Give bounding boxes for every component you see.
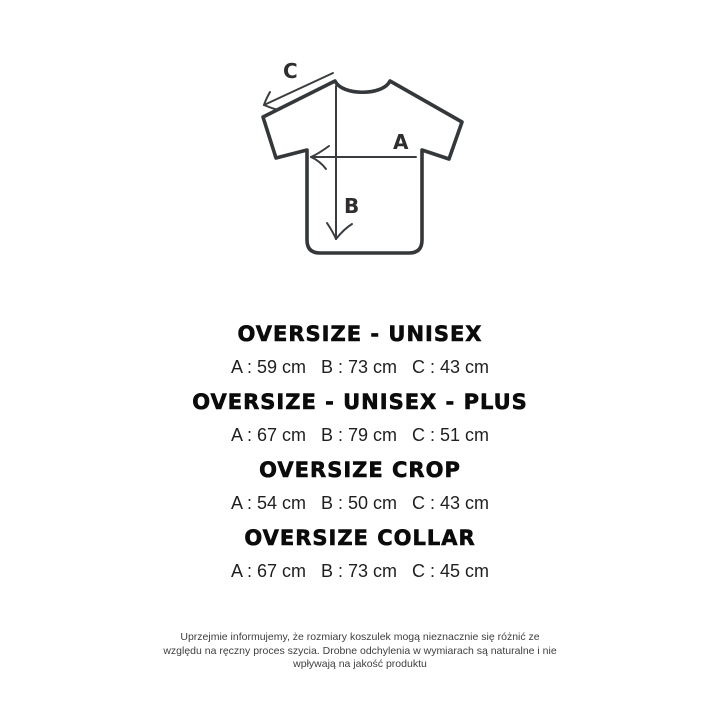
- label-a: A: [393, 130, 409, 154]
- size-section-oversize-unisex-plus: [0, 389, 720, 447]
- size-section-oversize-crop: [0, 457, 720, 515]
- size-name: OVERSIZE COLLAR: [244, 526, 476, 550]
- label-c: C: [283, 60, 298, 83]
- size-name: OVERSIZE CROP: [259, 458, 461, 482]
- label-b: B: [344, 194, 360, 218]
- size-name: OVERSIZE - UNISEX: [237, 322, 483, 346]
- size-name: OVERSIZE - UNISEX - PLUS: [192, 390, 528, 414]
- tshirt-measurement-diagram: [253, 60, 465, 272]
- size-measurements: A : 54 cm B : 50 cm C : 43 cm: [230, 493, 490, 513]
- size-section-oversize-unisex: [0, 321, 720, 379]
- size-list: [0, 321, 720, 593]
- size-measurements: A : 59 cm B : 73 cm C : 43 cm: [230, 357, 490, 377]
- arrow-c: [264, 73, 333, 110]
- size-section-oversize-collar: [0, 525, 720, 583]
- tshirt-outline: [263, 81, 462, 253]
- tshirt-diagram-svg: [253, 60, 465, 272]
- size-measurements: A : 67 cm B : 73 cm C : 45 cm: [230, 561, 490, 581]
- disclaimer-note: Uprzejmie informujemy, że rozmiary koszulek mogą nieznacznie się różnić ze względu na ręczny proces szycia. Drobne odchylenia w wymiarach są naturalne i nie wpływają na jakość produktu: [163, 631, 557, 670]
- size-measurements: A : 67 cm B : 79 cm C : 51 cm: [230, 425, 490, 445]
